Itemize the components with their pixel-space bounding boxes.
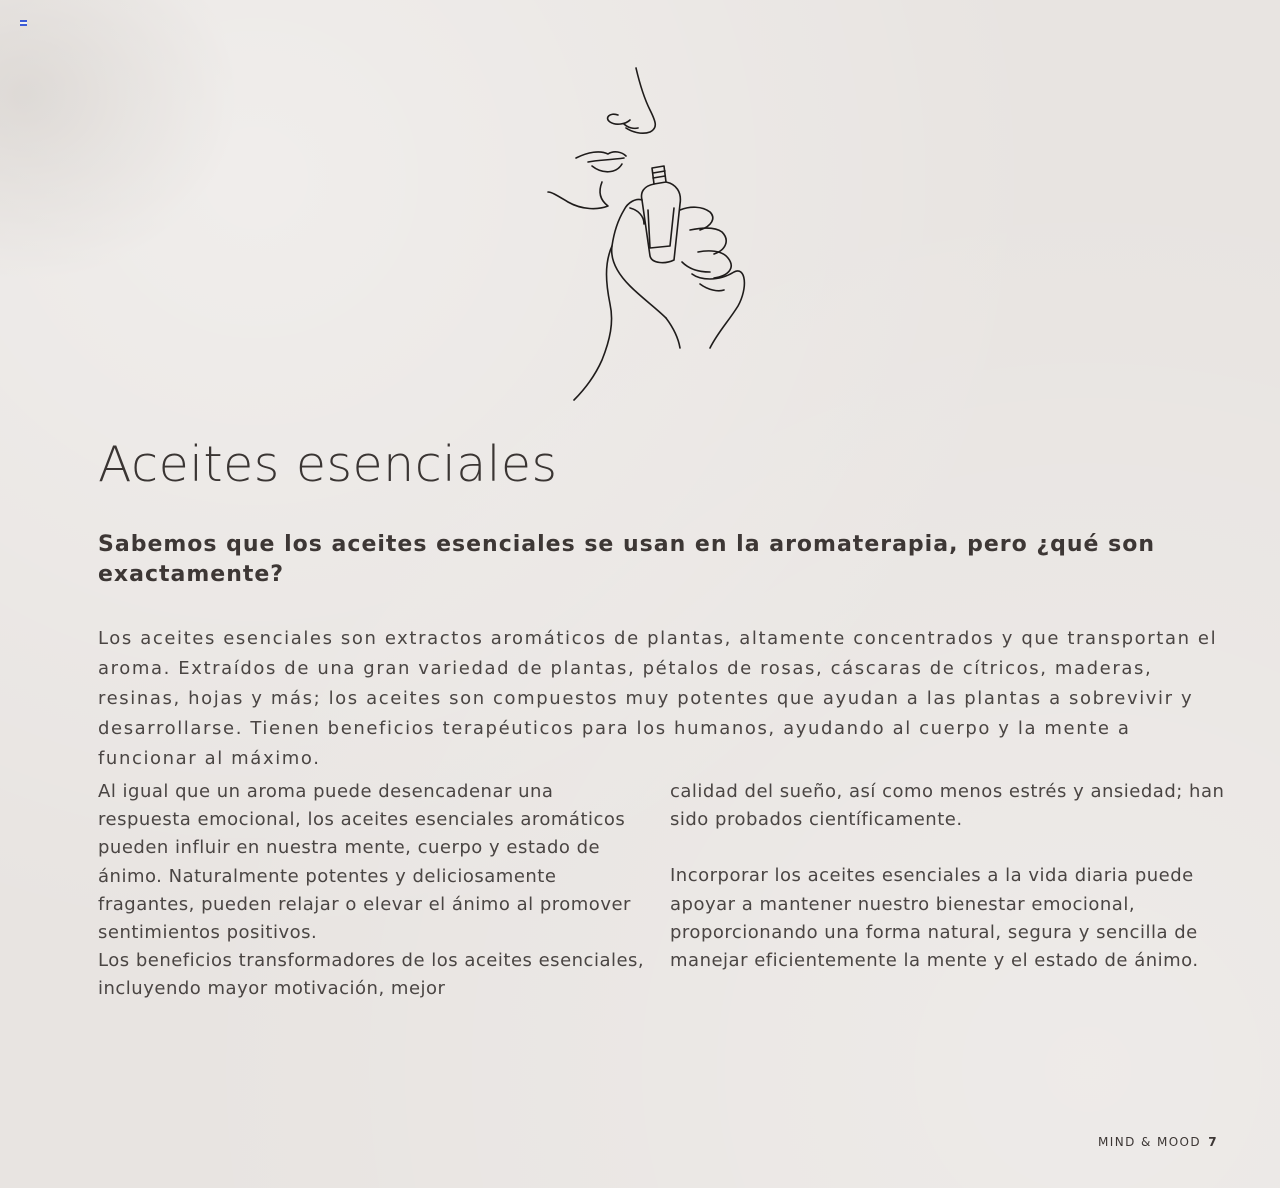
page-title: Aceites esenciales [98,436,558,493]
body-paragraph: Incorporar los aceites esenciales a la vida diaria puede apoyar a mantener nuestro bienestar emocional, proporcionando una forma natural, segura y sencilla de manejar eficientemente la mente y el estado de ánimo. [670,865,1199,972]
page-number: 7 [1208,1135,1218,1149]
page-subtitle: Sabemos que los aceites esenciales se usan en la aromaterapia, pero ¿qué son exactamente? [98,532,1155,587]
corner-flag-icon [20,20,27,26]
face-smelling-oil-bottle-icon [540,60,760,405]
body-paragraph: calidad del sueño, así como menos estrés y ansiedad; han sido probados científicamente. [670,781,1225,831]
intro-paragraph: Los aceites esenciales son extractos aromáticos de plantas, altamente concentrados y que transportan el aroma. Extraídos de una gran variedad de plantas, pétalos de rosas, cáscaras de cítricos, maderas, resinas, hojas y más; los aceites son compuestos muy potentes que ayudan a las plantas a sobrevivir y desarrollarse. Tienen beneficios terapéuticos para los humanos, ayudando al cuerpo y la mente a funcionar al máximo. [98,628,1218,769]
body-paragraph: Al igual que un aroma puede desencadenar una respuesta emocional, los aceites esenciales aromáticos pueden influir en nuestra mente, cuerpo y estado de ánimo. Naturalmente potentes y deliciosamente fragantes, pueden relajar o elevar el ánimo al promover sentimientos positivos. [98,781,631,944]
page-footer [1098,1135,1218,1149]
body-column-right [670,778,1230,975]
body-paragraph: Los beneficios transformadores de los aceites esenciales, incluyendo mayor motivación, mejor [98,950,645,1000]
footer-section-label: MIND & MOOD [1098,1135,1202,1149]
body-column-left [98,778,650,1004]
